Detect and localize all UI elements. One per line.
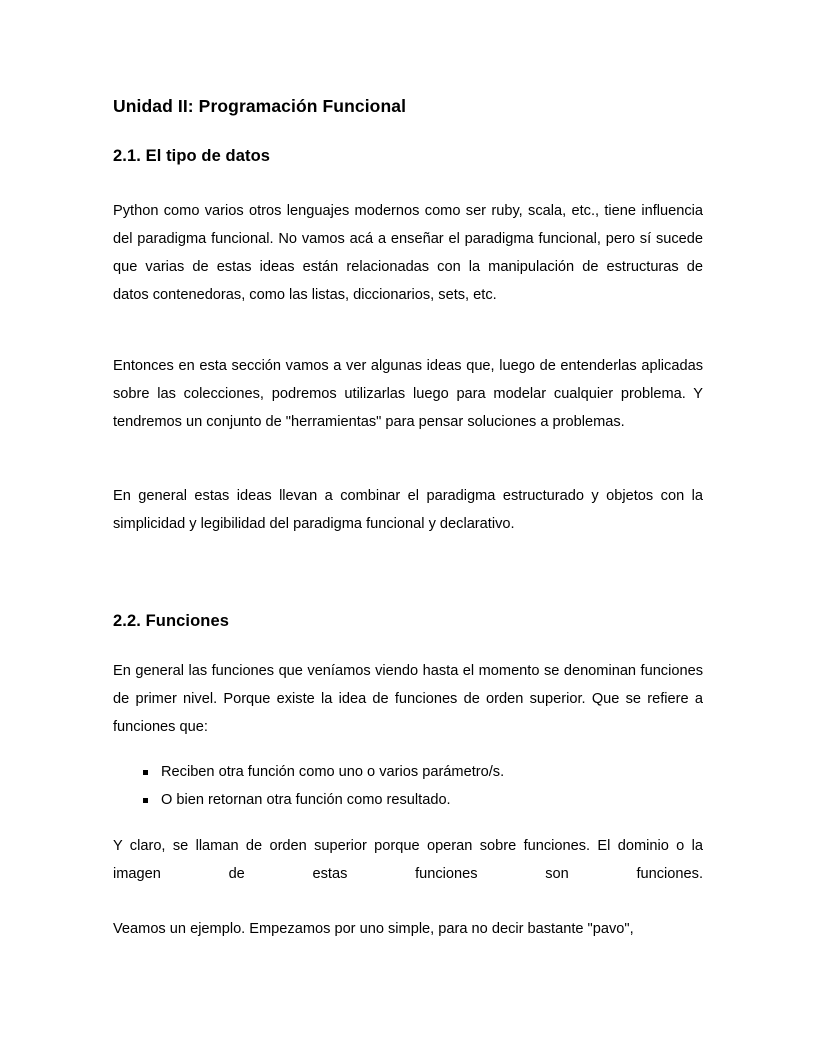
paragraph-veamos: Veamos un ejemplo. Empezamos por uno simple, para no decir bastante "pavo", xyxy=(113,921,634,937)
square-bullet-icon xyxy=(143,770,148,775)
section-heading-2-1: 2.1. El tipo de datos xyxy=(113,147,271,165)
list-item xyxy=(113,758,703,786)
section-heading-2-2: 2.2. Funciones xyxy=(113,612,230,630)
paragraph-primer-nivel: En general las funciones que veníamos viendo hasta el momento se denominan funciones de primer nivel. Porque existe la idea de funciones de orden superior. Que se refiere a funciones que: xyxy=(113,663,703,735)
paragraph-y-claro: Y claro, se llaman de orden superior porque operan sobre funciones. El dominio o la imagen de estas funciones son funciones. xyxy=(113,838,703,882)
paragraph-entonces: Entonces en esta sección vamos a ver algunas ideas que, luego de entenderlas aplicadas sobre las colecciones, podremos utilizarlas luego para modelar cualquier problema. Y tendremos un conjunto de "herramientas" para pensar soluciones a problemas. xyxy=(113,358,703,430)
square-bullet-icon xyxy=(143,798,148,803)
paragraph-intro: Python como varios otros lenguajes modernos como ser ruby, scala, etc., tiene influencia del paradigma funcional. No vamos acá a enseñar el paradigma funcional, pero sí sucede que varias de estas ideas están relacionadas con la manipulación de estructuras de datos contenedoras, como las listas, diccionarios, sets, etc. xyxy=(113,203,703,303)
list-item xyxy=(113,786,703,814)
bullet-list xyxy=(113,758,703,814)
list-item-label: Reciben otra función como uno o varios parámetro/s. xyxy=(161,764,505,780)
paragraph-en-general: En general estas ideas llevan a combinar el paradigma estructurado y objetos con la simplicidad y legibilidad del paradigma funcional y declarativo. xyxy=(113,488,703,532)
list-item-label: O bien retornan otra función como resultado. xyxy=(161,792,451,808)
page-title: Unidad II: Programación Funcional xyxy=(113,96,407,116)
